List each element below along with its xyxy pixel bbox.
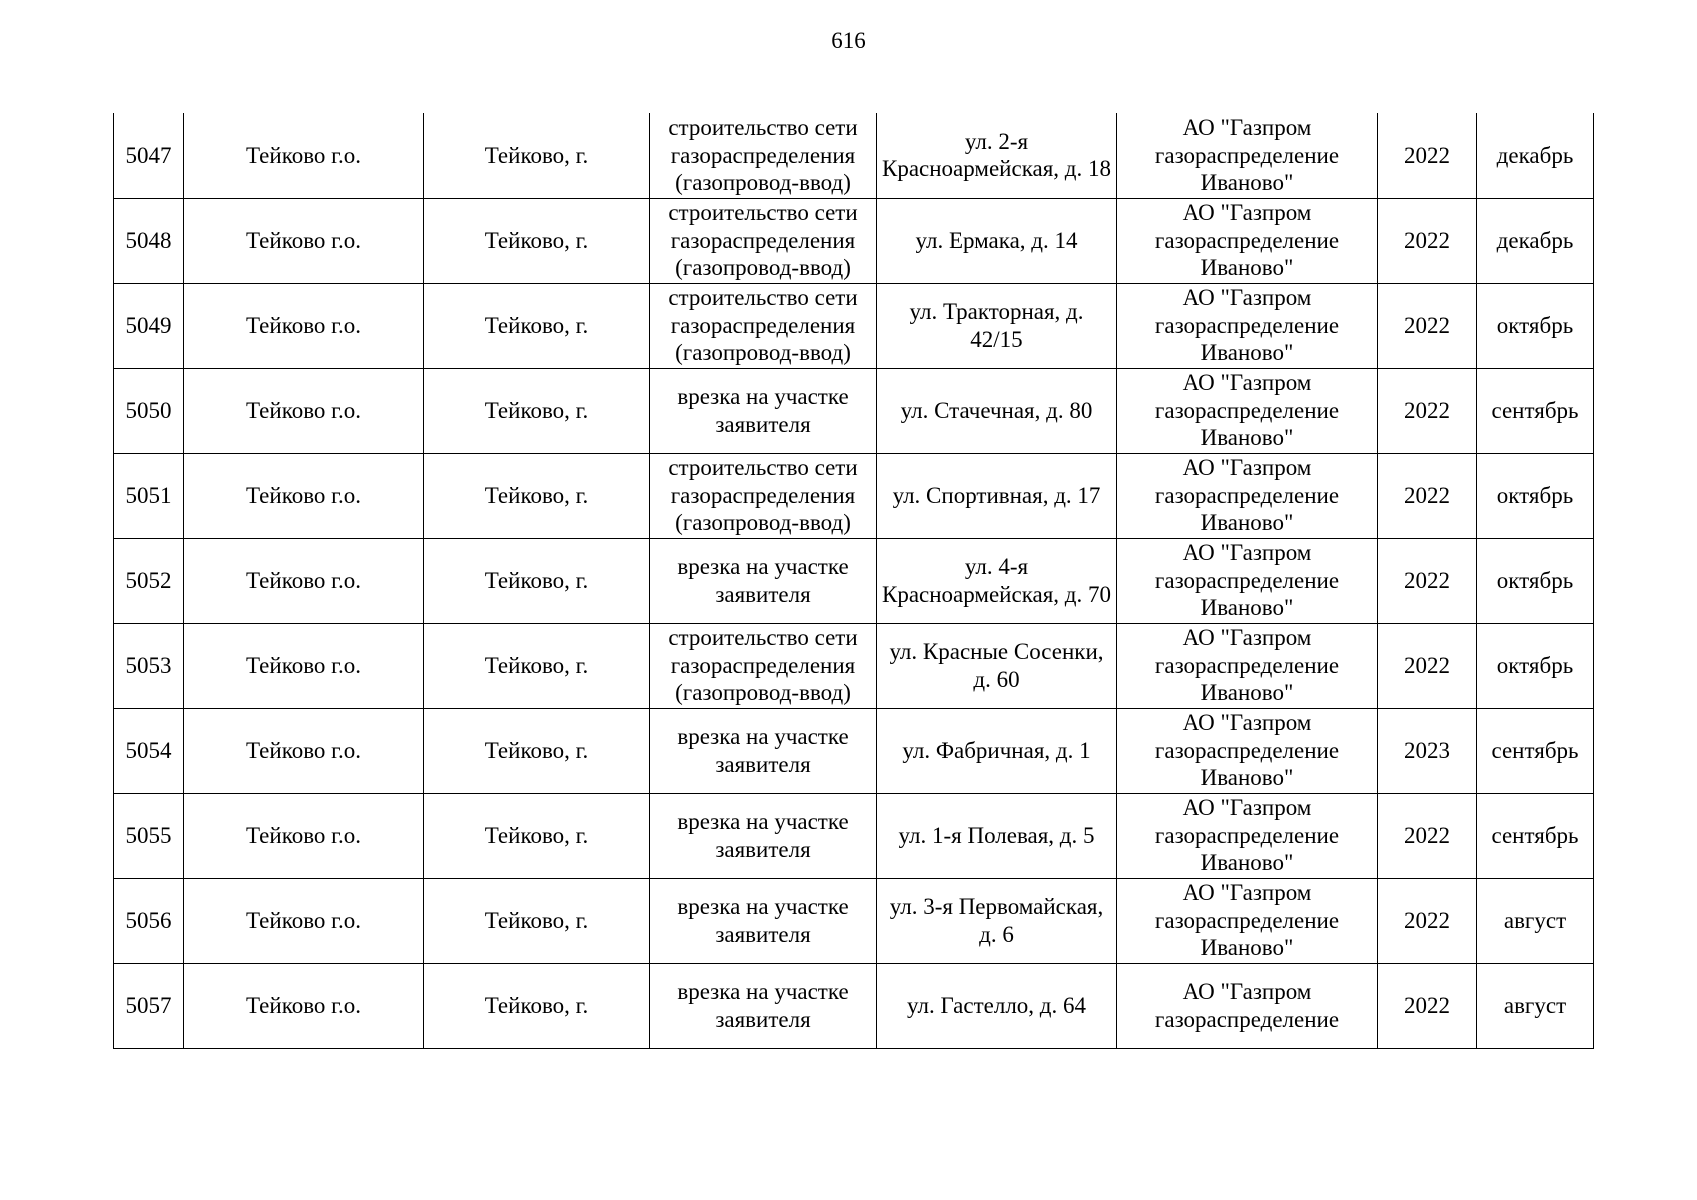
address-cell-text: ул. Гастелло, д. 64 xyxy=(906,992,1087,1018)
row-number-cell xyxy=(114,283,184,368)
organization-cell xyxy=(1117,963,1378,1048)
month-cell xyxy=(1477,198,1594,283)
locality-cell-text: Тейково, г. xyxy=(484,482,589,508)
table-row xyxy=(114,198,1594,283)
month-cell-text: август xyxy=(1503,907,1567,933)
row-number-cell-text: 5048 xyxy=(125,227,172,253)
district-cell-text: Тейково г.о. xyxy=(246,142,361,168)
work-type-cell-text: строительство сети газораспределения (газопровод-ввод) xyxy=(668,625,858,706)
work-type-cell xyxy=(650,538,877,623)
district-cell xyxy=(184,708,424,793)
month-cell xyxy=(1477,113,1594,198)
locality-cell xyxy=(424,283,650,368)
year-cell xyxy=(1378,113,1477,198)
month-cell-text: октябрь xyxy=(1496,652,1574,678)
locality-cell xyxy=(424,963,650,1048)
address-cell xyxy=(877,708,1117,793)
district-cell-text: Тейково г.о. xyxy=(246,312,361,338)
organization-cell-text: АО "Газпром газораспределение Иваново" xyxy=(1154,880,1340,961)
locality-cell-text: Тейково, г. xyxy=(484,312,589,338)
year-cell xyxy=(1378,793,1477,878)
year-cell xyxy=(1378,453,1477,538)
address-cell xyxy=(877,793,1117,878)
locality-cell xyxy=(424,623,650,708)
table-row xyxy=(114,623,1594,708)
district-cell-text: Тейково г.о. xyxy=(246,397,361,423)
year-cell-text: 2022 xyxy=(1404,227,1450,253)
locality-cell xyxy=(424,878,650,963)
organization-cell xyxy=(1117,708,1378,793)
locality-cell-text: Тейково, г. xyxy=(484,652,589,678)
locality-cell-text: Тейково, г. xyxy=(484,142,589,168)
table-row xyxy=(114,878,1594,963)
district-cell xyxy=(184,368,424,453)
work-type-cell-text: строительство сети газораспределения (газопровод-ввод) xyxy=(668,115,858,195)
row-number-cell xyxy=(114,198,184,283)
district-cell-text: Тейково г.о. xyxy=(246,737,361,763)
organization-cell-text: АО "Газпром газораспределение Иваново" xyxy=(1154,625,1340,706)
organization-cell-text: АО "Газпром газораспределение Иваново" xyxy=(1154,540,1340,621)
row-number-cell xyxy=(114,453,184,538)
work-type-cell xyxy=(650,283,877,368)
row-number-cell xyxy=(114,623,184,708)
address-cell xyxy=(877,283,1117,368)
address-cell-text: ул. 1-я Полевая, д. 5 xyxy=(898,822,1095,848)
month-cell xyxy=(1477,453,1594,538)
table-row xyxy=(114,963,1594,1048)
address-cell-text: ул. Спортивная, д. 17 xyxy=(892,482,1101,508)
table-row xyxy=(114,283,1594,368)
table-row xyxy=(114,708,1594,793)
year-cell xyxy=(1378,198,1477,283)
organization-cell-text: АО "Газпром газораспределение Иваново" xyxy=(1154,795,1340,876)
row-number-cell-text: 5056 xyxy=(125,907,172,933)
year-cell-text: 2022 xyxy=(1404,907,1450,933)
organization-cell xyxy=(1117,538,1378,623)
address-cell xyxy=(877,113,1117,198)
work-type-cell-text: врезка на участке заявителя xyxy=(677,809,849,862)
month-cell-text: сентябрь xyxy=(1491,822,1579,848)
month-cell-text: октябрь xyxy=(1496,567,1574,593)
locality-cell-text: Тейково, г. xyxy=(484,567,589,593)
row-number-cell xyxy=(114,368,184,453)
row-number-cell-text: 5050 xyxy=(125,397,172,423)
month-cell xyxy=(1477,283,1594,368)
address-cell-text: ул. 3-я Первомайская, д. 6 xyxy=(889,894,1104,947)
address-cell-text: ул. 4-я Красноармейская, д. 70 xyxy=(881,554,1112,607)
district-cell xyxy=(184,113,424,198)
locality-cell-text: Тейково, г. xyxy=(484,737,589,763)
organization-cell-text: АО "Газпром газораспределение Иваново" xyxy=(1154,710,1340,791)
month-cell xyxy=(1477,368,1594,453)
work-type-cell xyxy=(650,113,877,198)
address-cell xyxy=(877,368,1117,453)
locality-cell-text: Тейково, г. xyxy=(484,227,589,253)
year-cell xyxy=(1378,283,1477,368)
organization-cell-text: АО "Газпром газораспределение Иваново" xyxy=(1154,285,1340,366)
district-cell-text: Тейково г.о. xyxy=(246,992,361,1018)
address-cell xyxy=(877,198,1117,283)
year-cell-text: 2022 xyxy=(1404,567,1450,593)
locality-cell-text: Тейково, г. xyxy=(484,992,589,1018)
table-row xyxy=(114,113,1594,198)
work-type-cell xyxy=(650,198,877,283)
table-row xyxy=(114,368,1594,453)
district-cell-text: Тейково г.о. xyxy=(246,822,361,848)
month-cell xyxy=(1477,538,1594,623)
work-type-cell-text: врезка на участке заявителя xyxy=(677,384,849,437)
work-type-cell-text: строительство сети газораспределения (газопровод-ввод) xyxy=(668,455,858,536)
row-number-cell-text: 5057 xyxy=(125,992,172,1018)
row-number-cell xyxy=(114,708,184,793)
district-cell-text: Тейково г.о. xyxy=(246,567,361,593)
row-number-cell xyxy=(114,113,184,198)
work-type-cell-text: строительство сети газораспределения (газопровод-ввод) xyxy=(668,285,858,366)
work-type-cell-text: врезка на участке заявителя xyxy=(677,979,849,1032)
work-type-cell xyxy=(650,793,877,878)
locality-cell xyxy=(424,793,650,878)
locality-cell xyxy=(424,113,650,198)
year-cell xyxy=(1378,623,1477,708)
locality-cell xyxy=(424,538,650,623)
month-cell xyxy=(1477,878,1594,963)
year-cell-text: 2023 xyxy=(1404,737,1450,763)
row-number-cell-text: 5052 xyxy=(125,567,172,593)
year-cell xyxy=(1378,538,1477,623)
organization-cell xyxy=(1117,878,1378,963)
month-cell-text: август xyxy=(1503,992,1567,1018)
organization-cell xyxy=(1117,793,1378,878)
year-cell xyxy=(1378,708,1477,793)
row-number-cell-text: 5047 xyxy=(125,142,172,168)
work-type-cell-text: врезка на участке заявителя xyxy=(677,554,849,607)
work-type-cell xyxy=(650,878,877,963)
row-number-cell xyxy=(114,878,184,963)
table-row xyxy=(114,793,1594,878)
table-body xyxy=(114,113,1594,1048)
district-cell xyxy=(184,963,424,1048)
month-cell-text: сентябрь xyxy=(1491,397,1579,423)
organization-cell-text: АО "Газпром газораспределение Иваново" xyxy=(1154,370,1340,451)
locality-cell xyxy=(424,198,650,283)
month-cell xyxy=(1477,793,1594,878)
organization-cell xyxy=(1117,113,1378,198)
locality-cell-text: Тейково, г. xyxy=(484,397,589,423)
month-cell xyxy=(1477,963,1594,1048)
locality-cell-text: Тейково, г. xyxy=(484,822,589,848)
row-number-cell xyxy=(114,538,184,623)
address-cell xyxy=(877,538,1117,623)
work-type-cell xyxy=(650,453,877,538)
work-type-cell xyxy=(650,708,877,793)
organization-cell xyxy=(1117,453,1378,538)
row-number-cell-text: 5049 xyxy=(125,312,172,338)
district-cell xyxy=(184,623,424,708)
month-cell-text: октябрь xyxy=(1496,312,1574,338)
row-number-cell xyxy=(114,793,184,878)
address-cell-text: ул. Тракторная, д. 42/15 xyxy=(909,299,1084,352)
address-cell xyxy=(877,453,1117,538)
address-cell xyxy=(877,623,1117,708)
district-cell xyxy=(184,453,424,538)
year-cell-text: 2022 xyxy=(1404,142,1450,168)
district-cell xyxy=(184,283,424,368)
row-number-cell-text: 5054 xyxy=(125,737,172,763)
address-cell xyxy=(877,878,1117,963)
address-cell-text: ул. Стачечная, д. 80 xyxy=(900,397,1093,423)
year-cell xyxy=(1378,368,1477,453)
row-number-cell-text: 5053 xyxy=(125,652,172,678)
year-cell-text: 2022 xyxy=(1404,482,1450,508)
year-cell-text: 2022 xyxy=(1404,652,1450,678)
organization-cell xyxy=(1117,368,1378,453)
organization-cell xyxy=(1117,198,1378,283)
organization-cell xyxy=(1117,283,1378,368)
work-type-cell-text: врезка на участке заявителя xyxy=(677,894,849,947)
work-type-cell xyxy=(650,963,877,1048)
district-cell xyxy=(184,198,424,283)
row-number-cell-text: 5051 xyxy=(125,482,172,508)
month-cell xyxy=(1477,708,1594,793)
address-cell-text: ул. Фабричная, д. 1 xyxy=(902,737,1091,763)
locality-cell xyxy=(424,708,650,793)
district-cell-text: Тейково г.о. xyxy=(246,907,361,933)
gas-connections-table xyxy=(113,113,1594,1049)
work-type-cell xyxy=(650,623,877,708)
row-number-cell-text: 5055 xyxy=(125,822,172,848)
locality-cell xyxy=(424,453,650,538)
year-cell xyxy=(1378,963,1477,1048)
district-cell-text: Тейково г.о. xyxy=(246,227,361,253)
year-cell-text: 2022 xyxy=(1404,312,1450,338)
row-number-cell xyxy=(114,963,184,1048)
district-cell xyxy=(184,793,424,878)
organization-cell-text: АО "Газпром газораспределение Иваново" xyxy=(1154,115,1340,195)
organization-cell-text: АО "Газпром газораспределение Иваново" xyxy=(1154,455,1340,536)
month-cell-text: декабрь xyxy=(1496,227,1574,253)
organization-cell xyxy=(1117,623,1378,708)
district-cell xyxy=(184,878,424,963)
page-number: 616 xyxy=(831,28,866,53)
district-cell-text: Тейково г.о. xyxy=(246,482,361,508)
locality-cell xyxy=(424,368,650,453)
district-cell-text: Тейково г.о. xyxy=(246,652,361,678)
year-cell xyxy=(1378,878,1477,963)
address-cell-text: ул. Ермака, д. 14 xyxy=(915,227,1078,253)
year-cell-text: 2022 xyxy=(1404,822,1450,848)
year-cell-text: 2022 xyxy=(1404,397,1450,423)
year-cell-text: 2022 xyxy=(1404,992,1450,1018)
work-type-cell-text: строительство сети газораспределения (газопровод-ввод) xyxy=(668,200,858,281)
address-cell-text: ул. 2-я Красноармейская, д. 18 xyxy=(881,128,1112,182)
month-cell xyxy=(1477,623,1594,708)
month-cell-text: октябрь xyxy=(1496,482,1574,508)
month-cell-text: декабрь xyxy=(1496,142,1574,168)
district-cell xyxy=(184,538,424,623)
address-cell-text: ул. Красные Сосенки, д. 60 xyxy=(889,639,1104,692)
locality-cell-text: Тейково, г. xyxy=(484,907,589,933)
month-cell-text: сентябрь xyxy=(1491,737,1579,763)
work-type-cell xyxy=(650,368,877,453)
organization-cell-text: АО "Газпром газораспределение xyxy=(1154,979,1340,1032)
table-row xyxy=(114,538,1594,623)
organization-cell-text: АО "Газпром газораспределение Иваново" xyxy=(1154,200,1340,281)
work-type-cell-text: врезка на участке заявителя xyxy=(677,724,849,777)
address-cell xyxy=(877,963,1117,1048)
table-row xyxy=(114,453,1594,538)
